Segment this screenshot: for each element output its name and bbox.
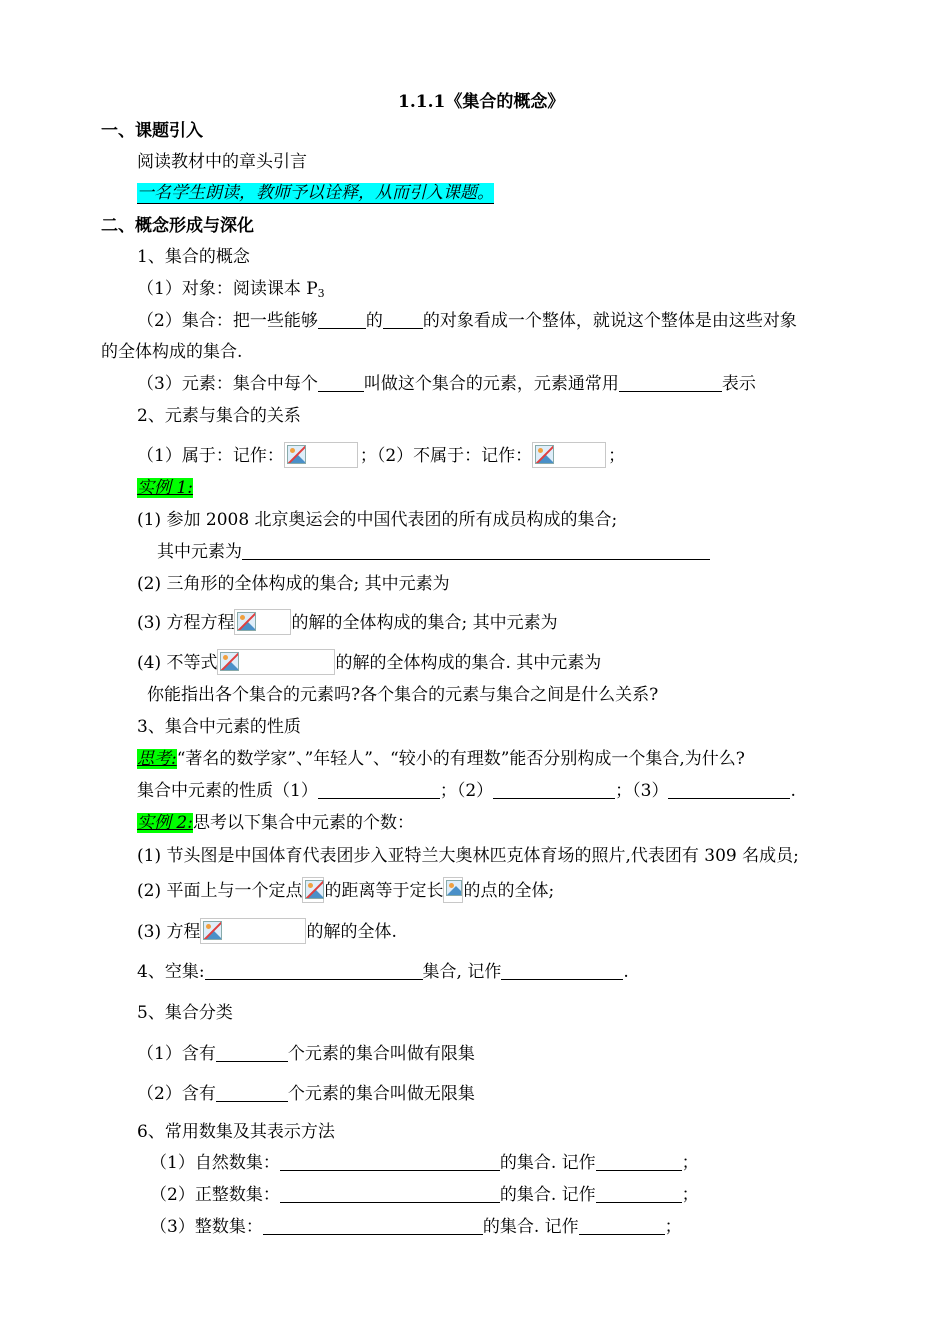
blank[interactable]: [205, 962, 423, 980]
prop-text-a: 集合中元素的性质（1）: [137, 781, 318, 801]
ex1-question: 你能指出各个集合的元素吗?各个集合的元素与集合之间是什么关系?: [147, 685, 659, 705]
ex1-item-2: (2) 三角形的全体构成的集合; 其中元素为: [137, 574, 450, 594]
integer-text: （3）整数集：: [150, 1217, 263, 1237]
p6-title: 6、常用数集及其表示方法: [137, 1122, 335, 1142]
formula-image-icon: [217, 649, 335, 675]
belong-text: （1）属于：记作：: [137, 446, 284, 466]
prop-text-d: .: [790, 781, 796, 801]
blank[interactable]: [383, 311, 423, 329]
blank[interactable]: [596, 1153, 682, 1171]
object-subscript: 3: [317, 287, 325, 300]
set-text-b: 的: [365, 311, 383, 331]
blank[interactable]: [280, 1185, 500, 1203]
formula-image-icon: [284, 442, 358, 468]
blank[interactable]: [216, 1084, 288, 1102]
notbelong-text: （2）不属于：记作：: [376, 446, 533, 466]
blank[interactable]: [216, 1044, 288, 1062]
ex1-item-4-text-b: 的解的全体构成的集合. 其中元素为: [335, 653, 602, 673]
natural-text: （1）自然数集：: [150, 1153, 280, 1173]
ex1-item-3: [137, 609, 558, 635]
p1-set-cont: 的全体构成的集合.: [101, 342, 243, 362]
end-mark: ；: [664, 1217, 682, 1237]
ex2-item-2-text-b: 的距离等于定长: [324, 881, 444, 901]
blank[interactable]: [493, 781, 615, 799]
prop-text-b: ；（2）: [439, 781, 494, 801]
p6-positive: [150, 1184, 699, 1206]
think-label: 思考:: [137, 749, 177, 769]
blank[interactable]: [263, 1217, 483, 1235]
p6-integer: [150, 1216, 682, 1238]
section-1-heading: 一、课题引入: [101, 121, 203, 141]
ex1-item-3-text-a: (3) 方程方程: [137, 613, 235, 633]
page-title: 1.1.1《集合的概念》: [398, 92, 565, 112]
elem-text-a: （3）元素：集合中每个: [137, 374, 318, 394]
positive-text: （2）正整数集：: [150, 1185, 280, 1205]
p4-text-c: .: [623, 962, 629, 982]
s1-highlight-line: [137, 182, 494, 204]
ex1-label-line: [137, 477, 193, 499]
blank[interactable]: [280, 1153, 500, 1171]
blank[interactable]: [501, 962, 623, 980]
formula-image-icon: [234, 609, 291, 635]
set-text-c: 的对象看成一个整体，就说这个整体是由这些对象: [422, 311, 797, 331]
formula-image-icon: [200, 918, 306, 944]
blank[interactable]: [318, 311, 366, 329]
p3-props-line: [137, 780, 796, 802]
infinite-text-b: 个元素的集合叫做无限集: [287, 1084, 475, 1104]
finite-text-a: （1）含有: [137, 1044, 216, 1064]
blank[interactable]: [668, 781, 790, 799]
separator: ；: [359, 446, 377, 466]
ex1-item-4: [137, 649, 601, 675]
think-text: “著名的数学家”、”年轻人”、“较小的有理数”能否分别构成一个集合,为什么?: [176, 749, 745, 769]
p1-set-line: [137, 310, 797, 332]
formula-image-icon: [532, 442, 606, 468]
p5-infinite: [137, 1083, 475, 1105]
ex2-item-3-text-a: (3) 方程: [137, 922, 201, 942]
example-2-tail: 思考以下集合中元素的个数：: [192, 813, 414, 833]
formula-image-icon: [443, 877, 463, 903]
p4-text-a: 4、空集:: [137, 962, 205, 982]
ex1-item-3-text-b: 的解的全体构成的集合; 其中元素为: [291, 613, 558, 633]
set-text-a: （2）集合：把一些能够: [137, 311, 318, 331]
p3-title: 3、集合中元素的性质: [137, 717, 301, 737]
end-mark: ；: [681, 1185, 699, 1205]
highlight-text: 一名学生朗读，教师予以诠释，从而引入课题。: [137, 183, 494, 203]
p1-title: 1、集合的概念: [137, 247, 250, 267]
ex2-item-3: [137, 918, 397, 944]
mid-text: 的集合. 记作: [499, 1153, 596, 1173]
ex2-item-1: (1) 节头图是中国体育代表团步入亚特兰大奥林匹克体育场的照片,代表团有 309 名成员;: [137, 846, 799, 866]
p1-object: [137, 278, 325, 305]
p2-title: 2、元素与集合的关系: [137, 406, 301, 426]
mid-text: 的集合. 记作: [482, 1217, 579, 1237]
p5-finite: [137, 1043, 475, 1065]
formula-image-icon: [302, 877, 324, 903]
ex2-item-2: [137, 877, 554, 903]
ex1-item-1b-text: 其中元素为: [157, 542, 242, 562]
ex1-item-1: (1) 参加 2008 北京奥运会的中国代表团的所有成员构成的集合;: [137, 510, 618, 530]
p4-text-b: 集合, 记作: [422, 962, 502, 982]
p2-relation-line: [137, 442, 625, 468]
p4-empty-set: [137, 961, 629, 983]
elem-text-c: 表示: [721, 374, 756, 394]
blank[interactable]: [318, 781, 440, 799]
end-mark: ；: [608, 446, 626, 466]
end-mark: ；: [681, 1153, 699, 1173]
ex1-item-1b: [157, 541, 710, 563]
blank[interactable]: [596, 1185, 682, 1203]
blank[interactable]: [242, 542, 710, 560]
ex2-item-2-text-c: 的点的全体;: [463, 881, 555, 901]
p1-element-line: [137, 373, 756, 395]
example-2-label: 实例 2:: [137, 813, 193, 833]
example-1-label: 实例 1:: [137, 478, 193, 498]
section-2-heading: 二、概念形成与深化: [101, 216, 254, 236]
infinite-text-a: （2）含有: [137, 1084, 216, 1104]
object-text: （1）对象：阅读课本 P: [137, 279, 318, 299]
ex2-item-3-text-b: 的解的全体.: [306, 922, 397, 942]
elem-text-b: 叫做这个集合的元素，元素通常用: [363, 374, 619, 394]
mid-text: 的集合. 记作: [499, 1185, 596, 1205]
p5-title: 5、集合分类: [137, 1003, 233, 1023]
ex2-label-line: [137, 812, 414, 834]
p3-think-line: [137, 748, 745, 770]
s1-line: 阅读教材中的章头引言: [137, 152, 307, 172]
ex1-item-4-text-a: (4) 不等式: [137, 653, 218, 673]
prop-text-c: ；（3）: [615, 781, 669, 801]
blank[interactable]: [619, 374, 722, 392]
finite-text-b: 个元素的集合叫做有限集: [287, 1044, 475, 1064]
ex2-item-2-text-a: (2) 平面上与一个定点: [137, 881, 303, 901]
blank[interactable]: [579, 1217, 665, 1235]
blank[interactable]: [318, 374, 364, 392]
p6-natural: [150, 1152, 699, 1174]
